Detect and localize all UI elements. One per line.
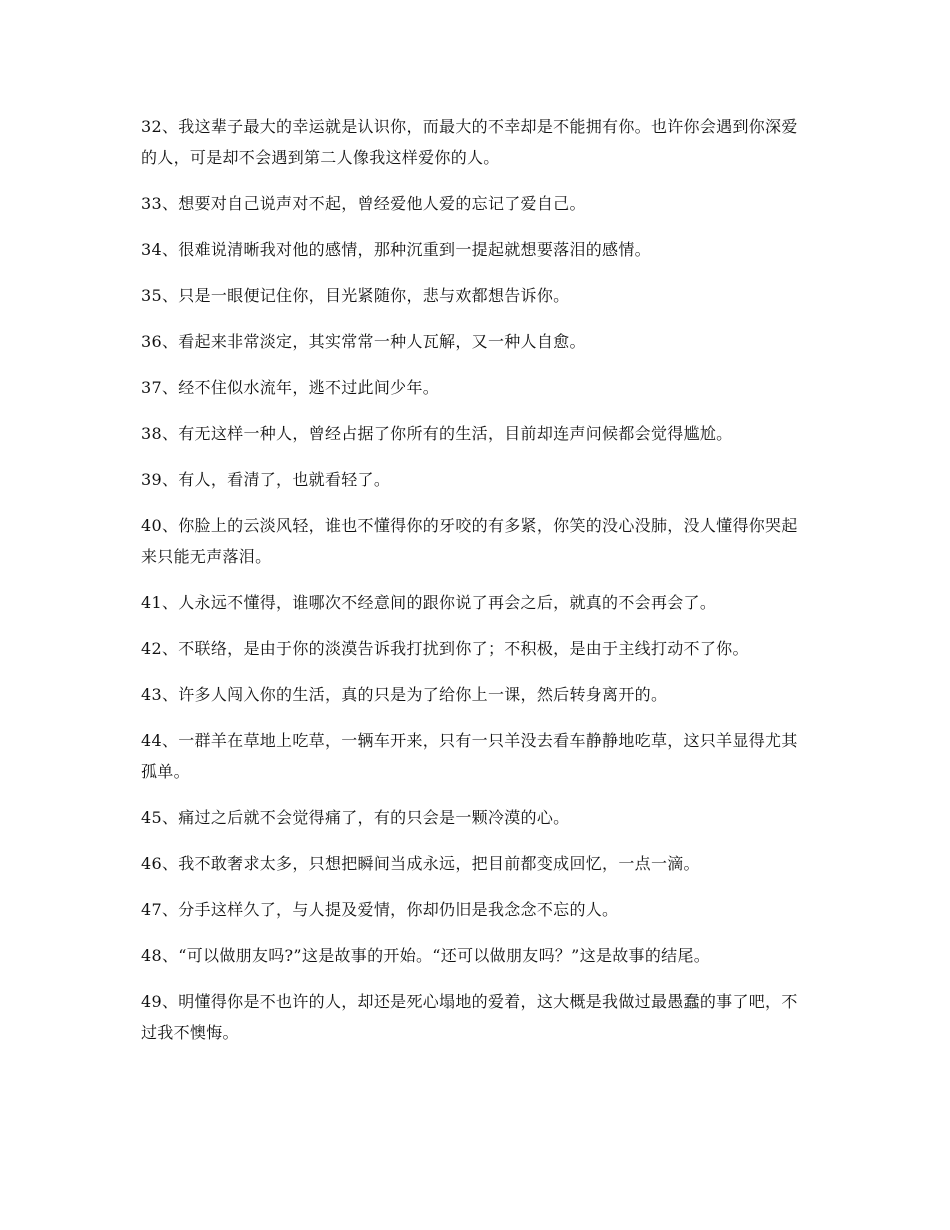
paragraph-48: 48、“可以做朋友吗?”这是故事的开始。“还可以做朋友吗？”这是故事的结尾。 [141,946,711,965]
paragraph-37: 37、经不住似水流年，逃不过此间少年。 [141,378,440,397]
paragraph-43: 43、许多人闯入你的生活，真的只是为了给你上一课，然后转身离开的。 [141,685,668,704]
paragraph-33: 33、想要对自己说声对不起，曾经爱他人爱的忘记了爱自己。 [141,194,586,213]
paragraph-44: 44、一群羊在草地上吃草，一辆车开来，只有一只羊没去看车静静地吃草，这只羊显得尤其孤单。 [141,731,798,781]
paragraph-41: 41、人永远不懂得，谁哪次不经意间的跟你说了再会之后，就真的不会再会了。 [141,593,717,612]
paragraph-32: 32、我这辈子最大的幸运就是认识你，而最大的不幸却是不能拥有你。也许你会遇到你深爱的人，可是却不会遇到第二人像我这样爱你的人。 [141,117,798,167]
document-body [141,111,811,1063]
paragraph-35: 35、只是一眼便记住你，目光紧随你，悲与欢都想告诉你。 [141,286,570,305]
paragraph-39: 39、有人，看清了，也就看轻了。 [141,470,391,489]
paragraph-34: 34、很难说清晰我对他的感情，那种沉重到一提起就想要落泪的感情。 [141,240,651,259]
paragraph-42: 42、不联络，是由于你的淡漠告诉我打扰到你了；不积极，是由于主线打动不了你。 [141,639,749,658]
paragraph-47: 47、分手这样久了，与人提及爱情，你却仍旧是我念念不忘的人。 [141,900,619,919]
paragraph-46: 46、我不敢奢求太多，只想把瞬间当成永远，把目前都变成回忆，一点一滴。 [141,854,700,873]
paragraph-49: 49、明懂得你是不也许的人，却还是死心塌地的爱着，这大概是我做过最愚蠢的事了吧，不过我不懊悔。 [141,992,798,1042]
paragraph-38: 38、有无这样一种人，曾经占据了你所有的生活，目前却连声问候都会觉得尴尬。 [141,424,733,443]
paragraph-45: 45、痛过之后就不会觉得痛了，有的只会是一颗冷漠的心。 [141,808,570,827]
paragraph-36: 36、看起来非常淡定，其实常常一种人瓦解，又一种人自愈。 [141,332,586,351]
paragraph-40: 40、你脸上的云淡风轻，谁也不懂得你的牙咬的有多紧，你笑的没心没肺，没人懂得你哭起来只能无声落泪。 [141,516,798,566]
